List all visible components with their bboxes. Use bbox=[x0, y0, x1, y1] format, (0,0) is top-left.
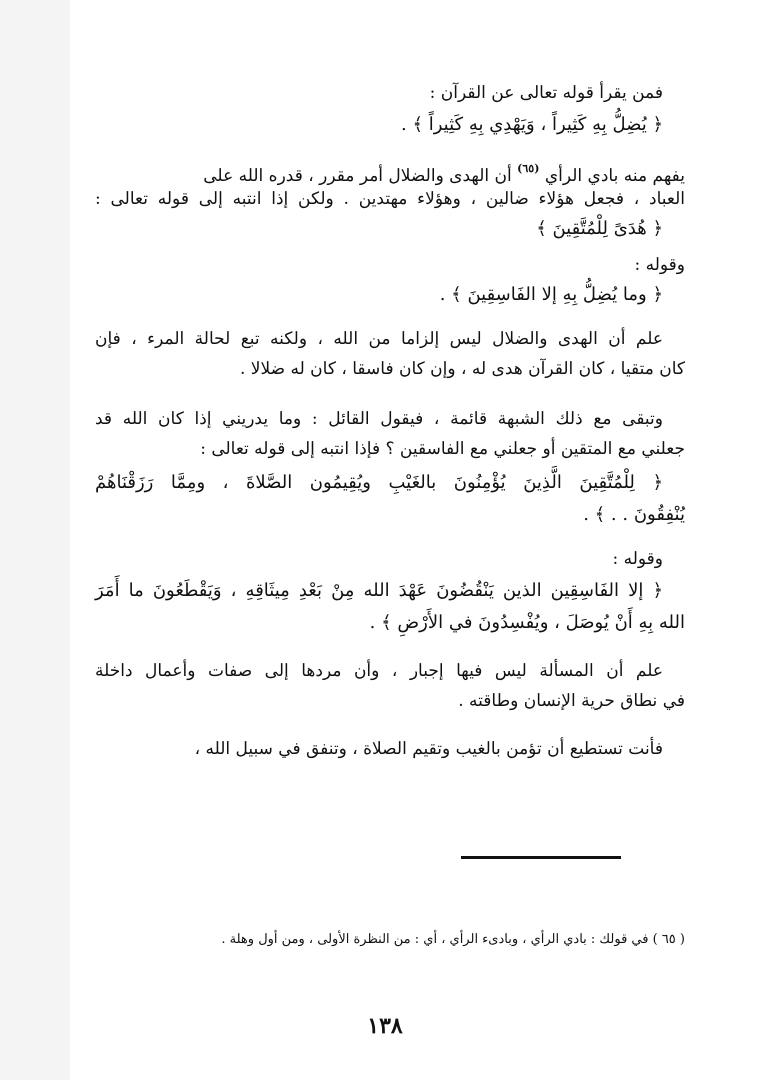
text-fragment: أن الهدى والضلال أمر مقرر ، قدره الله على bbox=[203, 166, 512, 186]
page-body bbox=[95, 78, 685, 1058]
footnote-marker: (٦٥) bbox=[517, 162, 540, 175]
text-line: فمن يقرأ قوله تعالى عن القرآن : bbox=[429, 83, 663, 103]
quran-verse: ﴿ إلا الفَاسِقِين الذين يَنْقُضُونَ عَهْدَ الله مِنْ بَعْدِ مِيثَاقِهِ ، وَيَقْطَعُونَ ما أَمَرَ bbox=[95, 580, 663, 601]
text-line: فأنت تستطيع أن تؤمن بالغيب وتقيم الصلاة ، وتنفق في سبيل الله ، bbox=[194, 739, 663, 759]
text-fragment: يفهم منه بادي الرأي bbox=[544, 166, 685, 186]
quran-verse: ﴿ يُضِلُّ بِهِ كَثِيراً ، وَيَهْدِي بِهِ كَثِيراً ﴾ . bbox=[401, 114, 663, 135]
scan-gutter bbox=[0, 0, 70, 1080]
text-line: وقوله : bbox=[634, 255, 685, 275]
text-line: علم أن الهدى والضلال ليس إلزاما من الله ، ولكنه تبع لحالة المرء ، فإن bbox=[95, 329, 663, 349]
text-line: في نطاق حرية الإنسان وطاقته . bbox=[458, 691, 685, 711]
text-line: العباد ، فجعل هؤلاء ضالين ، وهؤلاء مهتدين . ولكن إذا انتبه إلى قوله تعالى : bbox=[95, 189, 685, 209]
text-line: جعلني مع المتقين أو جعلني مع الفاسقين ؟ فإذا انتبه إلى قوله تعالى : bbox=[200, 439, 685, 459]
quran-verse: يُنْفِقُونَ . . ﴾ . bbox=[583, 504, 685, 525]
text-line: وتبقى مع ذلك الشبهة قائمة ، فيقول القائل : وما يدريني إذا كان الله قد bbox=[95, 409, 663, 429]
text-line: وقوله : bbox=[612, 549, 663, 569]
text-line: علم أن المسألة ليس فيها إجبار ، وأن مردها إلى صفات وأعمال داخلة bbox=[95, 661, 663, 681]
text-line: كان متقيا ، كان القرآن هدى له ، وإن كان فاسقا ، كان له ضلالا . bbox=[240, 359, 685, 379]
footnote-separator bbox=[461, 856, 621, 859]
quran-verse: الله بِهِ أَنْ يُوصَلَ ، ويُفْسِدُونَ في الأَرْضِ ﴾ . bbox=[369, 612, 685, 633]
page-number: ١٣٨ bbox=[367, 1013, 403, 1039]
quran-verse: ﴿ هُدَىً لِلْمُتَّقِينَ ﴾ bbox=[536, 218, 663, 239]
quran-verse: ﴿ لِلْمُتَّقِينَ الَّذِينَ يُؤْمِنُونَ بالغَيْبِ ويُقِيمُون الصَّلاةَ ، ومِمَّا رَزَقْنَاهُمْ bbox=[95, 472, 663, 493]
footnote: ( ٦٥ ) في قولك : بادي الرأي ، وبادىء الرأي ، أي : من النظرة الأولى ، ومن أول وهلة . bbox=[221, 932, 685, 947]
quran-verse: ﴿ وما يُضِلُّ بِهِ إلا الفَاسِقِينَ ﴾ . bbox=[439, 284, 663, 305]
